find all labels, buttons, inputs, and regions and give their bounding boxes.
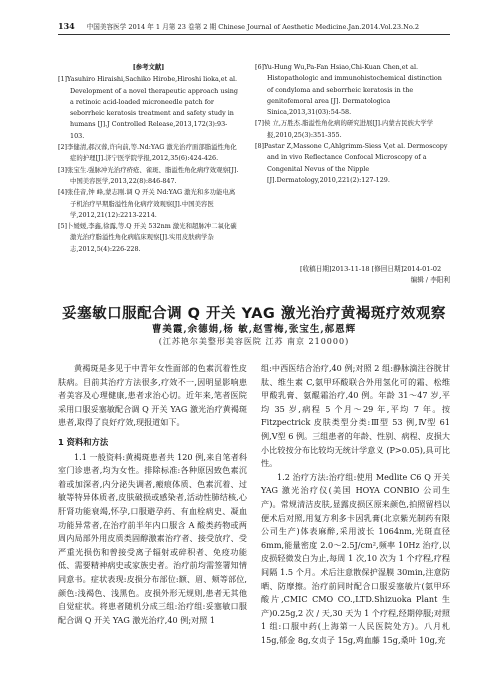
continued-paragraph: 组:中西医结合治疗,40 例;对照 2 组:静脉滴注谷胱甘肽、维生素 C,氨甲环酸联合外用氢化可的霜、松维甲酸乳膏、氨醌霜治疗,40 例。年龄 31～47 岁,平均 35 岁,病程 5 个月～29 年,平均 7 年。按 Fitzpectrick 皮肤类型分类:Ⅲ型 53 例,Ⅳ型 61 例,Ⅴ型 6 例。三组患者的年龄、性别、病程、皮损大小比较按分布比较均无统计学意义 (P>0.05),具可比性。 [261, 363, 450, 469]
running-header [58, 20, 450, 35]
intro-paragraph: 黄褐斑是多见于中青年女性面部的色素沉着性皮肤病。目前其治疗方法很多,疗效不一,因明显影响患者美容及心理健康,患者求治心切。近年来,笔者医院采用口服妥塞敏配合调 Q 开关 YAG 激光治疗黄褐斑患者,取得了良好疗效,现报道如下。 [58, 363, 247, 428]
reference-item: [3]张宝生.强脉冲光治疗疥疮、雀斑、脂溢性角化病疗效观察[J].中国美容医学,2013,22(8):846-847. [58, 165, 239, 185]
received-info [300, 264, 450, 286]
reference-item: [5]卜媛媛,李鑫,徐露,等.Q 开关 532nm 激光和超脉冲二氧化碳激光治疗脂溢性角化病临床观察[J].实用皮肤病学杂志,2012,5(4):226-228. [58, 222, 237, 253]
page-number: 134 [58, 21, 75, 31]
editor-credit: 编辑 / 李阳利 [410, 276, 450, 284]
received-dates: [收稿日期]2013-11-18 [修回日期]2014-01-02 [300, 265, 442, 273]
references-left-column [58, 62, 239, 255]
body-left-column [58, 362, 247, 627]
general-data-paragraph: 黄褐斑患者共 120 例,来自笔者科室门诊患者,均为女性。排除标准:各种原因致色素沉着或加深者,内分泌失调者,瘢痕体质、色素沉着、过敏等特异体质者,皮肤破损或感染者,活动性肺结核,心肝肾功能衰竭,怀孕,口服避孕药、有血栓病史、凝血功能异常者,在治疗前半年内口服含 A 酸类药物或两周内局部外用皮质类固醇激素治疗者、接受放疗、受严重光损伤和曾接受离子辐射或碎积者、免疫功能低、需要精神病史或家族史者。治疗前均需签署知情同意书。症状表现:皮损分布部位:额、眉、颊等部位,颜色:浅褐色、浅黑色。皮损外形无规则,患者无其他自觉症状。将患者随机分成三组:治疗组:妥塞敏口服配合调 Q 开关 YAG 激光治疗,40 例;对照 1 [58, 451, 248, 625]
journal-running-title: 中国美容医学 2014 年 1 月第 23 卷第 2 期 Chinese Journal of Aesthetic Medicine.Jan.2014.Vol.23.No.2 [86, 23, 420, 31]
article-affiliation: (江苏艳尔美整形美容医院 江苏 南京 210000) [158, 337, 350, 346]
reference-item: [2]李健清,郝汉蓉,许向前,等.Nd:YAG 激光治疗面部脂溢性角化症的护理[J].济宁医学院学报,2012,35(6):424-426. [58, 143, 237, 163]
reference-item: [6]Yu-Hung Wu,Pa-Fan Hsiao,Chi-Kuan Chen,et al. Histopathologic and immunohistochemical distinction of condyloma and seborrheic keratosis in the genitofemoral area [J]. Dermatologica Sinica,2013,31(03):54-58. [255, 63, 442, 117]
reference-item: [8]Pastar Z,Massone C,Ahlgrimm-Siess V,et al. Dermoscopy and in vivo Reflectance Confocal Microscopy of a Congenital Nevus of the Nipple [J].Dermatology,2010,221(2):127-129. [255, 142, 448, 184]
reference-item: [7]侯 立,万胜杰.脂溢性角化病的研究进展[J].内蒙古民族大学学报,2010,25(3):351-355. [255, 119, 434, 139]
treatment-method-paragraph: 治疗组:使用 Medlite C6 Q 开关 YAG 激光治疗仪(美国 HOYA CONBIO 公司生产)。常规清洁皮肤,显露皮损区原来颜色,拍照留档以便术后对照,用复方利多卡因乳膏(北京紫光制药有限公司生产)体表麻醉,采用波长 1064nm,光斑直径 6mm,能量密度 2.0～2.5J/cm²,频率 10Hz 治疗,以皮损轻微发白为止,每周 1 次,10 次为 1 个疗程,疗程间隔 1.5 个月。术后注意散保护湿膜 30min,注意防晒、防摩擦。治疗前同时配合口服妥塞敏片(氨甲环酸片,CMIC CMO CO.,LTD.Shizuoka Plant 生产)0.25g,2 次 / 天,30 天为 1 个疗程,经期停服;对照 1 组:口服中药(上海第一人民医院处方)。八月札 15g,郁金 8g,女贞子 15g,鸡血藤 15g,桑叶 10g,充 [261, 471, 451, 645]
article-title: 妥塞敏口服配合调 Q 开关 YAG 激光治疗黄褐斑疗效观察 [62, 306, 446, 322]
article-authors: 曹美霞,余德娟,杨 敏,赵雪梅,张宝生,郝恩辉 [151, 324, 357, 335]
subsection-heading: 1.2 治疗方法: [277, 471, 329, 482]
reference-item: [1]Yasuhiro Hiraishi,Sachiko Hirobe,Hiroshi lioka,et al. Development of a novel therapeutic approach using a retinoic acid-loaded microneedle patch for seborrheic keratosis treatment and safety study in humans [J].J Controlled Release,2013,172(3):93-103. [58, 75, 238, 140]
body-right-column [261, 362, 450, 647]
references-right-column [255, 62, 450, 186]
reference-item: [4]张佳音,钟 峰,蒙志刚.调 Q 开关 Nd:YAG 激光和多功能电离子机治疗早期脂溢性角化病疗效观察[J].中国美容医学,2012,21(12):2213-2214. [58, 188, 236, 219]
subsection-heading: 1.1 一般资料: [74, 451, 126, 462]
references-title: [参考文献] [132, 63, 165, 71]
section-heading: 1 资料和方法 [58, 436, 109, 447]
